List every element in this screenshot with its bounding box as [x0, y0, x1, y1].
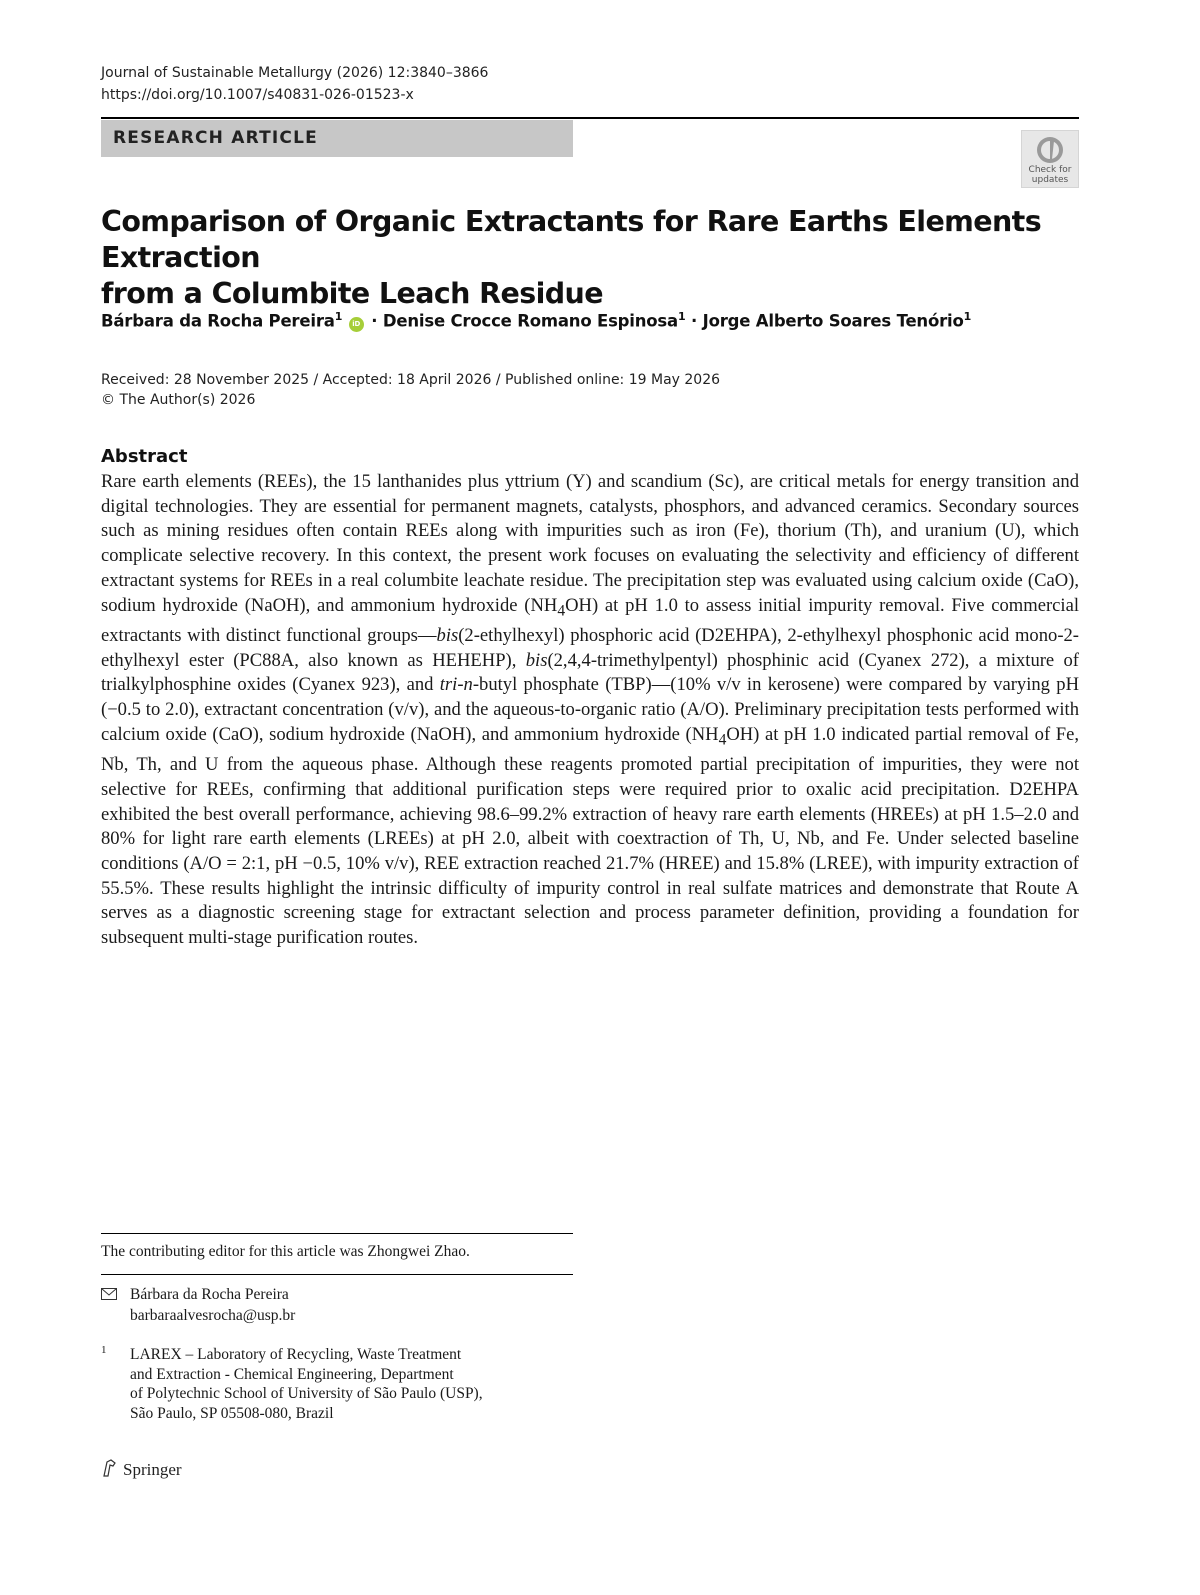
italic-term: bis [436, 624, 459, 646]
abstract-segment: (2-ethylhexyl) phosphoric acid (D2EHPA), 2-ethylhexyl phosphonic acid mono-2-ethylhexyl ester (PC88A, also known as HEHEHP), [101, 624, 1079, 671]
copyright-notice: © The Author(s) 2026 [101, 392, 256, 408]
publication-dates: Received: 28 November 2025 / Accepted: 18 April 2026 / Published online: 19 May 2026 [101, 372, 721, 388]
abstract-segment: OH) at pH 1.0 to assess initial impurity removal. Five commercial extractants with distinct functional groups— [101, 594, 1080, 646]
footnote-rule [101, 1274, 573, 1275]
article-type-banner: RESEARCH ARTICLE [101, 120, 573, 157]
abstract-segment: -butyl phosphate (TBP)—(10% v/v in kerosene) were compared by varying pH (−0.5 to 2.0), extractant concentration (v/v), and the aqueous-to-organic ratio (A/O). Preliminary precipitation tests performed with calcium oxide (CaO), sodium hydroxide (NaOH), and ammonium hydroxide (NH [101, 674, 1079, 745]
orcid-icon[interactable]: iD [349, 317, 364, 332]
envelope-icon [101, 1288, 117, 1300]
affiliation-line: São Paulo, SP 05508-080, Brazil [130, 1404, 334, 1422]
author-separator: · [365, 311, 383, 331]
journal-citation: Journal of Sustainable Metallurgy (2026) 12:3840–3866 [101, 65, 489, 81]
author-name[interactable]: Denise Crocce Romano Espinosa [382, 311, 678, 331]
author-name[interactable]: Bárbara da Rocha Pereira [101, 311, 335, 331]
check-for-updates-icon [1035, 135, 1065, 165]
article-title [101, 204, 1071, 312]
affiliation [101, 1345, 483, 1423]
corresponding-name: Bárbara da Rocha Pereira [130, 1286, 289, 1303]
title-line-1: Comparison of Organic Extractants for Rare Earths Elements Extraction [101, 205, 1042, 274]
subscript: 4 [557, 602, 566, 620]
publisher-name: Springer [123, 1460, 182, 1479]
author-name[interactable]: Jorge Alberto Soares Tenório [702, 311, 964, 331]
check-for-updates-badge[interactable] [1021, 130, 1079, 188]
subscript: 4 [718, 731, 727, 749]
author-list [101, 310, 1101, 332]
badge-line2: updates [1031, 175, 1069, 185]
editor-note: The contributing editor for this article was Zhongwei Zhao. [101, 1243, 470, 1260]
footnote-rule [101, 1233, 573, 1234]
abstract-heading: Abstract [101, 446, 188, 467]
abstract-text [101, 470, 1079, 951]
affiliation-number: 1 [101, 1344, 107, 1356]
header-rule [101, 117, 1079, 119]
title-line-2: from a Columbite Leach Residue [101, 277, 603, 310]
abstract-segment: - [457, 674, 464, 696]
abstract-segment: OH) at pH 1.0 indicated partial removal of Fe, Nb, Th, and U from the aqueous phase. Although these reagents promoted partial precipitation of impurities, they were not selective for REEs, confirming that additional purification steps were required prior to oxalic acid precipitation. D2EHPA exhibited the best overall performance, achieving 98.6–99.2% extraction of heavy rare earth elements (HREEs) at pH 1.5–2.0 and 80% for light rare earth elements (LREEs) at pH 2.0, albeit with coextraction of Th, U, Nb, and Fe. Under selected baseline conditions (A/O = 2:1, pH −0.5, 10% v/v), REE extraction reached 21.7% (HREE) and 15.8% (LREE), with impurity extraction of 55.5%. These results highlight the intrinsic difficulty of impurity control in real sulfate matrices and demonstrate that Route A serves as a diagnostic screening stage for extractant selection and process parameter definition, providing a foundation for subsequent multi-stage purification routes. [101, 723, 1079, 949]
author-affiliation-mark: 1 [963, 310, 972, 323]
publisher-logo [101, 1458, 182, 1480]
author-separator: · [685, 311, 703, 331]
italic-term: bis [525, 649, 548, 671]
affiliation-line: of Polytechnic School of University of São Paulo (USP), [130, 1385, 483, 1402]
italic-term: n [463, 674, 473, 696]
badge-line1: Check for [1028, 165, 1072, 175]
author-affiliation-mark: 1 [334, 310, 343, 323]
affiliation-line: and Extraction - Chemical Engineering, Department [130, 1365, 454, 1383]
italic-term: tri [439, 674, 458, 696]
corresponding-author [101, 1284, 295, 1326]
doi-link[interactable]: https://doi.org/10.1007/s40831-026-01523-x [101, 87, 414, 103]
springer-horse-icon [101, 1458, 119, 1478]
corresponding-email[interactable]: barbaraalvesrocha@usp.br [130, 1307, 296, 1324]
abstract-segment: (2,4,4-trimethylpentyl) phosphinic acid (Cyanex 272), a mixture of trialkylphosphine oxides (Cyanex 923), and [101, 649, 1080, 696]
affiliation-line: LAREX – Laboratory of Recycling, Waste Treatment [130, 1346, 462, 1363]
author-affiliation-mark: 1 [678, 310, 686, 323]
abstract-segment: Rare earth elements (REEs), the 15 lanthanides plus yttrium (Y) and scandium (Sc), are critical metals for energy transition and digital technologies. They are essential for permanent magnets, catalysts, phosphors, and advanced ceramics. Secondary sources such as mining residues often contain REEs along with impurities such as iron (Fe), thorium (Th), and uranium (U), which complicate selective recovery. In this context, the present work focuses on evaluating the selectivity and efficiency of different extractant systems for REEs in a real columbite leachate residue. The precipitation step was evaluated using calcium oxide (CaO), sodium hydroxide (NaOH), and ammonium hydroxide (NH [101, 471, 1079, 616]
